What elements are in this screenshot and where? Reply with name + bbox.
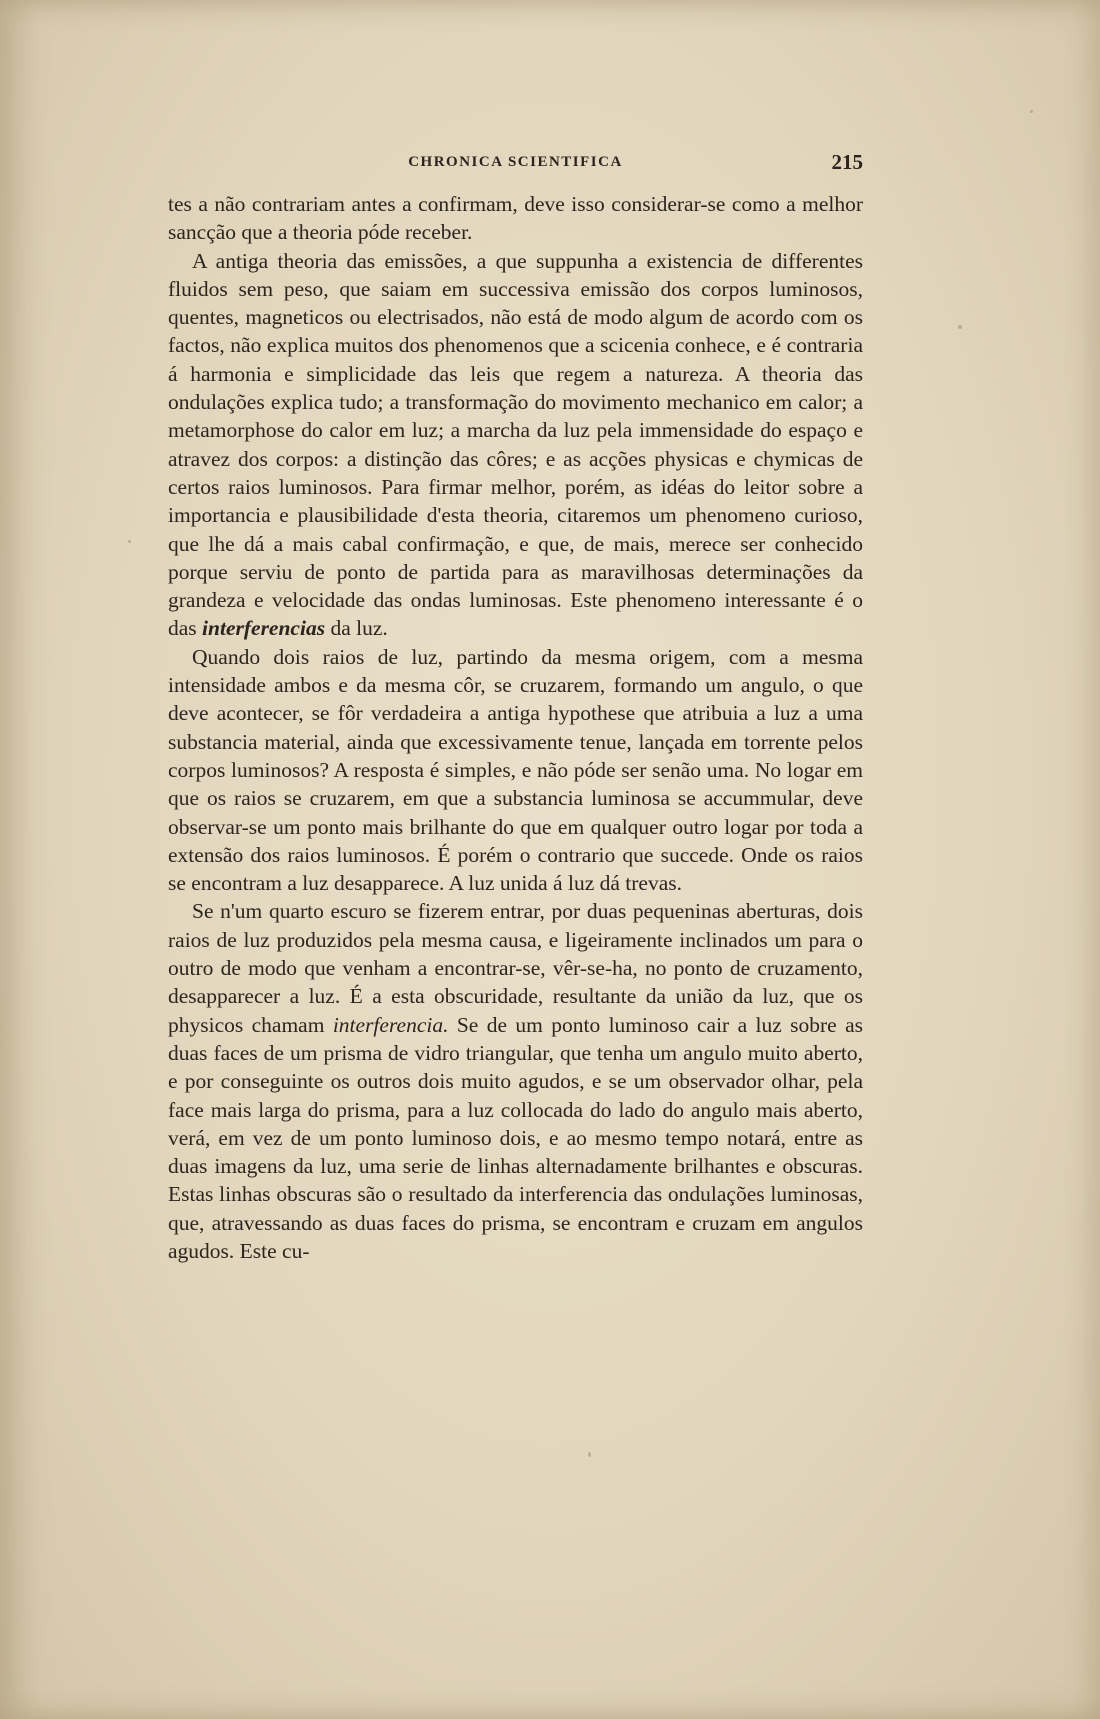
paragraph-text: da luz.: [330, 616, 388, 641]
paragraph-text: Se de um ponto luminoso cair a luz sobre as duas faces de um prisma de vidro triangular, que tenha um angulo muito aberto, e por conseguinte os outros dois muito agudos, e se um observador olhar, pela face mais larga do prisma, para a luz collocada do lado do angulo mais aberto, verá, em vez de um ponto luminoso dois, e ao mesmo tempo notará, entre as duas imagens da luz, uma serie de linhas alternadamente brilhantes e obscuras. Estas linhas obscuras são o resultado da interferencia das ondulações luminosas, que, atravessando as duas faces do prisma, se encontram e cruzam em angulos agudos. Este cu-: [168, 1012, 863, 1263]
paragraph: [168, 247, 863, 643]
paper-speck: [958, 325, 962, 329]
page-number: 215: [831, 150, 863, 174]
page-header: [168, 150, 863, 176]
paragraph-text: tes a não contrariam antes a confirmam, deve isso considerar-se como a melhor sancção que a theoria póde receber.: [168, 192, 863, 245]
running-title: CHRONICA SCIENTIFICA: [408, 154, 623, 170]
paragraph: [168, 643, 863, 898]
paragraph-text: Se n'um quarto escuro se fizerem entrar, por duas pequeninas aberturas, dois raios de luz produzidos pela mesma causa, e ligeiramente inclinados um para o outro de modo que venham a encontrar-se, vêr-se-ha, no ponto de cruzamento, desapparecer a luz. É a esta obscuridade, resultante da união da luz, que os physicos chamam: [168, 899, 863, 1037]
paper-speck: [588, 1452, 591, 1457]
paragraph-text: A antiga theoria das emissões, a que suppunha a existencia de differentes fluidos sem peso, que saiam em successiva emissão dos corpos luminosos, quentes, magneticos ou electrisados, não está de modo algum de acordo com os factos, não explica muitos dos phenomenos que a scicenia conhece, e é contraria á harmonia e simplicidade das leis que regem a natureza. A theoria das ondulações explica tudo; a transformação do movimento mechanico em calor; a metamorphose do calor em luz; a marcha da luz pela immensidade do espaço e atravez dos corpos: a distinção das côres; e as acções physicas e chymicas de certos raios luminosos. Para firmar melhor, porém, as idéas do leitor sobre a importancia e plausibilidade d'esta theoria, citaremos um phenomeno curioso, que lhe dá a mais cabal confirmação, e que, de mais, merece ser conhecido porque serviu de ponto de partida para as maravilhosas determinações da grandeza e velocidade das ondas luminosas. Este phenomeno interessante é o das: [168, 248, 863, 641]
emphasis-term: interferencia.: [332, 1012, 449, 1037]
paragraph-text: Quando dois raios de luz, partindo da mesma origem, com a mesma intensidade ambos e da mesma côr, se cruzarem, formando um angulo, o que deve acontecer, se fôr verdadeira a antiga hypothese que atribuia a luz a uma substancia material, ainda que excessivamente tenue, lançada em torrente pelos corpos luminosos? A resposta é simples, e não póde ser senão uma. No logar em que os raios se cruzarem, em que a substancia luminosa se accummular, deve observar-se um ponto mais brilhante do que em qualquer outro logar por toda a extensão dos raios luminosos. É porém o contrario que succede. Onde os raios se encontram a luz desapparece. A luz unida á luz dá trevas.: [168, 644, 863, 896]
paper-speck: [1030, 110, 1033, 113]
emphasis-term: interferencias: [202, 616, 326, 641]
body-text: [168, 190, 863, 1265]
paper-speck: [128, 540, 131, 543]
paragraph: [168, 897, 863, 1265]
paragraph: [168, 190, 863, 247]
